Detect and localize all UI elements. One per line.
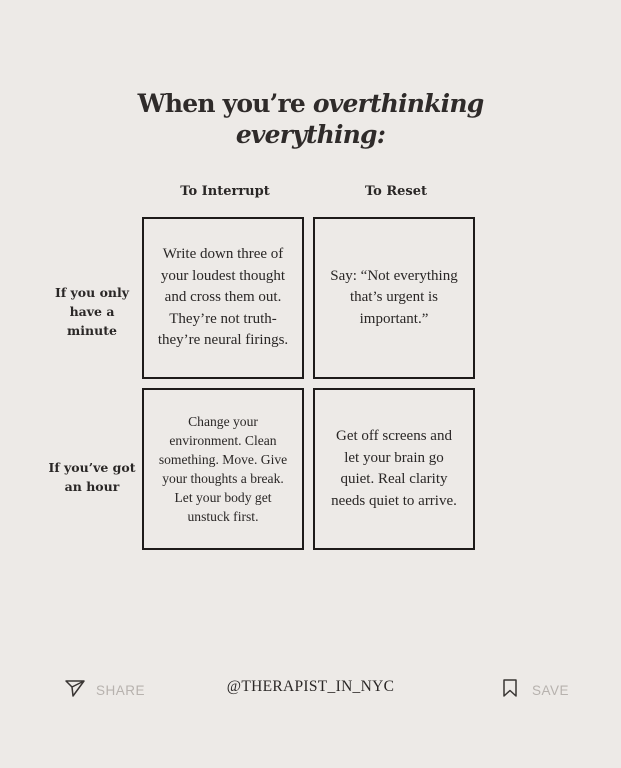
cell-line: unstuck first.	[187, 509, 259, 524]
cell-line: They’re not truth-	[169, 310, 277, 327]
cell-line: Change your	[188, 414, 258, 429]
cell-minute-interrupt	[142, 217, 304, 379]
title-line-2	[0, 120, 621, 150]
cell-line: Let your body get	[174, 490, 272, 505]
cell-text	[158, 244, 288, 352]
title-prefix: When you’re	[137, 89, 313, 118]
title-line-1	[0, 88, 621, 120]
cell-line: environment. Clean	[169, 433, 277, 448]
account-handle: @THERAPIST_IN_NYC	[226, 678, 395, 695]
cell-text	[330, 266, 457, 331]
cell-line: Get off screens and	[336, 428, 452, 444]
share-label: SHARE	[96, 682, 146, 698]
row-header-line: have a minute	[67, 304, 117, 338]
cell-line: Write down three of	[162, 246, 284, 263]
row-header-line: If you’ve got	[48, 460, 136, 475]
cell-line: quiet. Real clarity	[340, 471, 448, 487]
title-emphasis: overthinking	[312, 89, 484, 118]
title-emphasis-line-2: everything:	[235, 120, 386, 149]
cell-minute-reset	[313, 217, 475, 379]
save-label: SAVE	[532, 682, 570, 698]
post-title	[0, 88, 621, 150]
bookmark-icon	[502, 678, 518, 702]
cell-line: important.”	[359, 310, 429, 327]
cell-text	[331, 426, 457, 512]
column-header-reset: To Reset	[364, 184, 428, 199]
column-header-interrupt: To Interrupt	[180, 184, 270, 199]
save-button[interactable]	[502, 676, 569, 704]
cell-line: that’s urgent is	[349, 289, 439, 306]
cell-line: and cross them out.	[164, 289, 282, 306]
cell-hour-reset	[313, 388, 475, 550]
cell-line: your loudest thought	[160, 267, 286, 284]
cell-line: Say: “Not everything	[330, 267, 458, 284]
cell-line: they’re neural firings.	[157, 332, 289, 349]
cell-line: needs quiet to arrive.	[331, 492, 457, 509]
row-header-hour	[44, 458, 140, 496]
row-header-line: an hour	[64, 479, 120, 494]
cell-line: your thoughts a break.	[162, 471, 284, 486]
row-header-minute	[44, 283, 140, 340]
cell-line: something. Move. Give	[158, 452, 288, 467]
cell-text	[159, 412, 287, 526]
cell-hour-interrupt	[142, 388, 304, 550]
row-header-line: If you only	[54, 285, 130, 300]
cell-line: let your brain go	[344, 449, 444, 466]
